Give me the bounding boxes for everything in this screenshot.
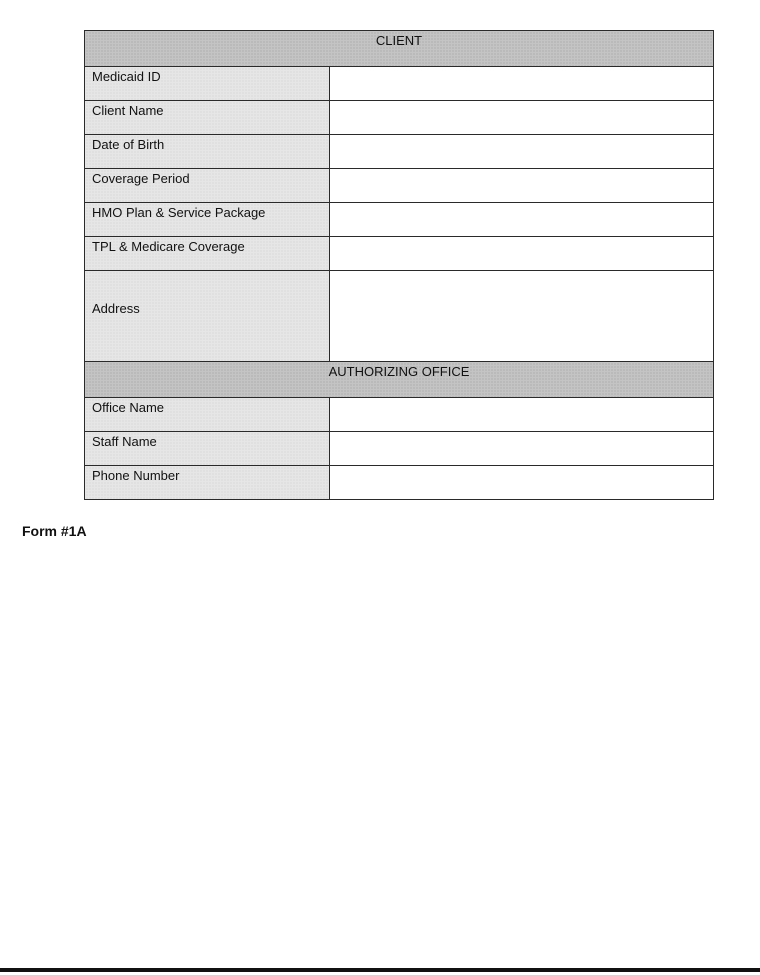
field-row-client-name xyxy=(85,101,714,135)
office-name-input[interactable] xyxy=(330,398,713,431)
client-name-label: Client Name xyxy=(85,101,330,135)
coverage-period-cell xyxy=(330,169,714,203)
field-row-hmo-plan xyxy=(85,203,714,237)
page-bottom-rule xyxy=(0,968,760,972)
medicaid-id-input[interactable] xyxy=(330,67,713,100)
address-cell xyxy=(330,271,714,362)
form-number: Form #1A xyxy=(22,523,87,539)
phone-number-label: Phone Number xyxy=(85,466,330,500)
tpl-medicare-cell xyxy=(330,237,714,271)
medicaid-id-cell xyxy=(330,67,714,101)
field-row-address xyxy=(85,271,714,362)
date-of-birth-cell xyxy=(330,135,714,169)
hmo-plan-label: HMO Plan & Service Package xyxy=(85,203,330,237)
client-authorization-form xyxy=(84,30,714,500)
client-name-input[interactable] xyxy=(330,101,713,134)
office-section-header-row xyxy=(85,362,714,398)
office-name-label: Office Name xyxy=(85,398,330,432)
date-of-birth-label: Date of Birth xyxy=(85,135,330,169)
field-row-staff-name xyxy=(85,432,714,466)
field-row-medicaid-id xyxy=(85,67,714,101)
date-of-birth-input[interactable] xyxy=(330,135,713,168)
office-name-cell xyxy=(330,398,714,432)
staff-name-label: Staff Name xyxy=(85,432,330,466)
office-section-header: AUTHORIZING OFFICE xyxy=(85,362,714,398)
hmo-plan-input[interactable] xyxy=(330,203,713,236)
field-row-phone-number xyxy=(85,466,714,500)
client-name-cell xyxy=(330,101,714,135)
field-row-tpl-medicare xyxy=(85,237,714,271)
client-section-header: CLIENT xyxy=(85,31,714,67)
address-label: Address xyxy=(85,271,330,362)
field-row-office-name xyxy=(85,398,714,432)
staff-name-input[interactable] xyxy=(330,432,713,465)
tpl-medicare-label: TPL & Medicare Coverage xyxy=(85,237,330,271)
tpl-medicare-input[interactable] xyxy=(330,237,713,270)
hmo-plan-cell xyxy=(330,203,714,237)
coverage-period-label: Coverage Period xyxy=(85,169,330,203)
address-input[interactable] xyxy=(330,271,713,360)
field-row-coverage-period xyxy=(85,169,714,203)
staff-name-cell xyxy=(330,432,714,466)
phone-number-input[interactable] xyxy=(330,466,713,499)
medicaid-id-label: Medicaid ID xyxy=(85,67,330,101)
coverage-period-input[interactable] xyxy=(330,169,713,202)
client-section-header-row xyxy=(85,31,714,67)
field-row-date-of-birth xyxy=(85,135,714,169)
phone-number-cell xyxy=(330,466,714,500)
